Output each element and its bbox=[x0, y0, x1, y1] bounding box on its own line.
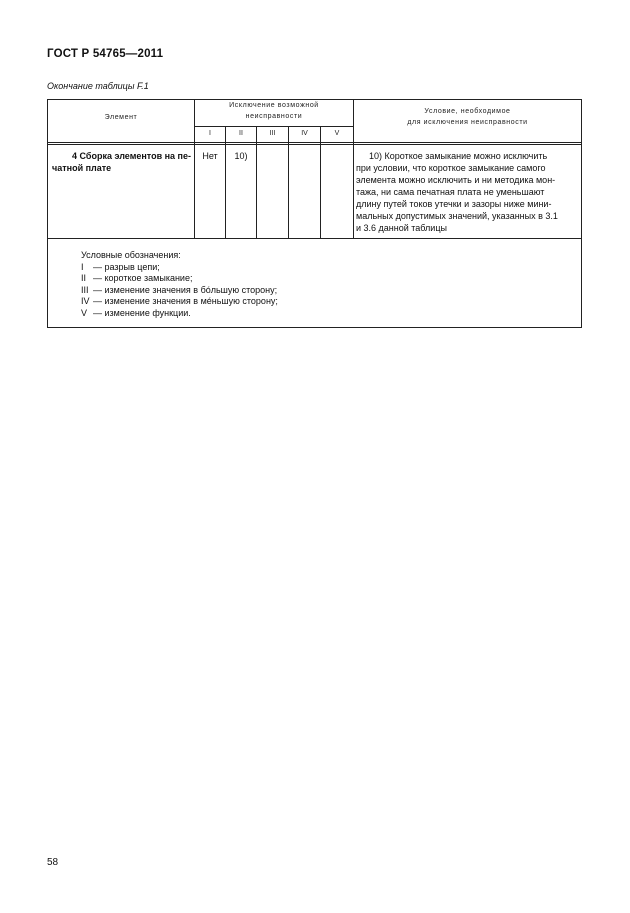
legend-text: — короткое замыкание; bbox=[93, 273, 193, 283]
legend-item bbox=[81, 296, 278, 308]
legend-symbol: V bbox=[81, 307, 88, 318]
condition-line: и 3.6 данной таблицы bbox=[356, 223, 447, 233]
legend bbox=[81, 250, 278, 319]
cell-i: Нет bbox=[202, 151, 218, 161]
subheader-rule bbox=[195, 126, 353, 127]
column-header-i: I bbox=[209, 130, 211, 137]
col-divider-4 bbox=[320, 127, 321, 238]
page-number: 58 bbox=[47, 857, 59, 868]
header-bottom-rule-double bbox=[48, 144, 581, 145]
legend-symbol: IV bbox=[81, 296, 90, 306]
legend-text: — изменение значения в мéньшую сторону; bbox=[93, 296, 278, 306]
legend-symbol: III bbox=[81, 284, 89, 295]
col-divider-3 bbox=[288, 127, 289, 238]
header-exclusion-line2: неисправности bbox=[245, 113, 303, 120]
legend-text: — изменение значения в бóльшую сторону; bbox=[93, 284, 278, 295]
condition-line: мальных допустимых значений, указанных в 3.1 bbox=[356, 211, 558, 221]
legend-symbol: I bbox=[81, 261, 84, 272]
legend-item bbox=[81, 285, 278, 297]
element-name-line1: 4 Сборка элементов на пе- bbox=[72, 151, 191, 161]
header-condition-line1: Условие, необходимое bbox=[424, 108, 511, 115]
document-title: ГОСТ Р 54765—2011 bbox=[47, 48, 164, 60]
cell-ii: 10) bbox=[234, 151, 248, 161]
condition-line: при условии, что короткое замыкание самого bbox=[356, 163, 546, 173]
condition-line: тажа, ни сама печатная плата не уменьшают bbox=[356, 187, 545, 197]
legend-item bbox=[81, 262, 278, 274]
legend-text: — разрыв цепи; bbox=[93, 261, 160, 272]
header-bottom-rule bbox=[48, 142, 581, 143]
condition-line: элемента можно исключить и ни методика мон- bbox=[356, 175, 556, 185]
table-caption: Окончание таблицы F.1 bbox=[47, 81, 149, 91]
header-condition-line2: для исключения неисправности bbox=[407, 119, 528, 126]
failure-table bbox=[47, 99, 582, 328]
condition-text bbox=[356, 150, 578, 234]
column-header-ii: II bbox=[239, 130, 243, 137]
column-header-iv: IV bbox=[301, 130, 308, 137]
legend-title: Условные обозначения: bbox=[81, 250, 181, 260]
column-header-v: V bbox=[334, 130, 340, 137]
element-name-line2: чатной плате bbox=[52, 163, 112, 173]
col-divider-element bbox=[194, 100, 195, 238]
element-name bbox=[48, 150, 191, 174]
legend-symbol: II bbox=[81, 273, 87, 283]
legend-text: — изменение функции. bbox=[93, 307, 191, 318]
header-exclusion-line1: Исключение возможной bbox=[229, 102, 319, 109]
legend-item bbox=[81, 273, 278, 285]
column-header-iii: III bbox=[269, 130, 276, 137]
condition-line: 10) Короткое замыкание можно исключить bbox=[369, 151, 548, 161]
row-bottom-rule bbox=[48, 238, 581, 239]
header-element: Элемент bbox=[104, 114, 138, 121]
col-divider-2 bbox=[256, 127, 257, 238]
condition-line: длину путей токов утечки и зазоры ниже мини- bbox=[356, 199, 552, 209]
legend-item bbox=[81, 308, 278, 320]
col-divider-1 bbox=[225, 127, 226, 238]
